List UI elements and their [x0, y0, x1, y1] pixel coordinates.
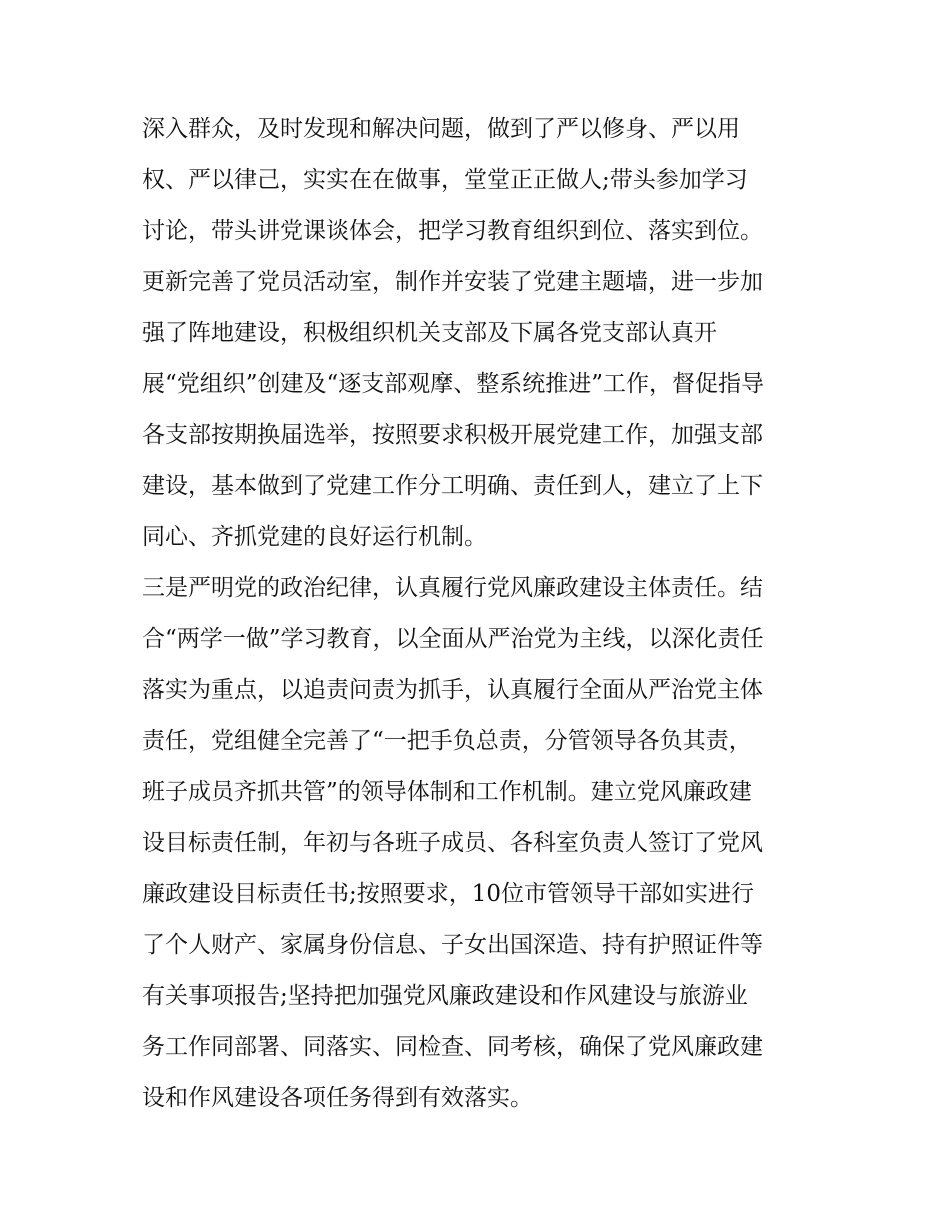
- text-line: 落实为重点，以追责问责为抓手，认真履行全面从严治党主体: [142, 677, 763, 703]
- text-line: 责任，党组健全完善了“一把手负总责，分管领导各负其责，: [142, 728, 752, 754]
- text-line: 展“党组织”创建及“逐支部观摩、整系统推进”工作，督促指导: [142, 371, 765, 397]
- text-line: 廉政建设目标责任书;按照要求，10位市管领导干部如实进行: [142, 881, 755, 907]
- text-line: 权、严以律己，实实在在做事，堂堂正正做人;带头参加学习: [142, 167, 748, 193]
- text-line: 有关事项报告;坚持把加强党风廉政建设和作风建设与旅游业: [142, 983, 748, 1009]
- text-line: 各支部按期换届选举，按照要求积极开展党建工作，加强支部: [142, 422, 763, 448]
- text-line: 建设，基本做到了党建工作分工明确、责任到人，建立了上下: [142, 473, 763, 499]
- text-line: 设目标责任制，年初与各班子成员、各科室负责人签订了党风: [142, 830, 763, 856]
- text-line: 设和作风建设各项任务得到有效落实。: [142, 1085, 533, 1111]
- text-line: 同心、齐抓党建的良好运行机制。: [142, 524, 487, 550]
- text-line: 合“两学一做”学习教育，以全面从严治党为主线，以深化责任: [142, 626, 764, 652]
- text-line: 强了阵地建设，积极组织机关支部及下属各党支部认真开: [142, 320, 717, 346]
- text-line: 班子成员齐抓共管”的领导体制和工作机制。建立党风廉政建: [142, 779, 752, 805]
- text-line: 更新完善了党员活动室，制作并安装了党建主题墙，进一步加: [142, 269, 763, 295]
- text-line: 三是严明党的政治纪律，认真履行党风廉政建设主体责任。结: [142, 575, 763, 601]
- text-line: 深入群众，及时发现和解决问题，做到了严以修身、严以用: [142, 116, 740, 142]
- body-text: [142, 104, 822, 1124]
- text-line: 务工作同部署、同落实、同检查、同考核，确保了党风廉政建: [142, 1034, 763, 1060]
- text-line: 了个人财产、家属身份信息、子女出国深造、持有护照证件等: [142, 932, 763, 958]
- text-line: 讨论，带头讲党课谈体会，把学习教育组织到位、落实到位。: [142, 218, 763, 244]
